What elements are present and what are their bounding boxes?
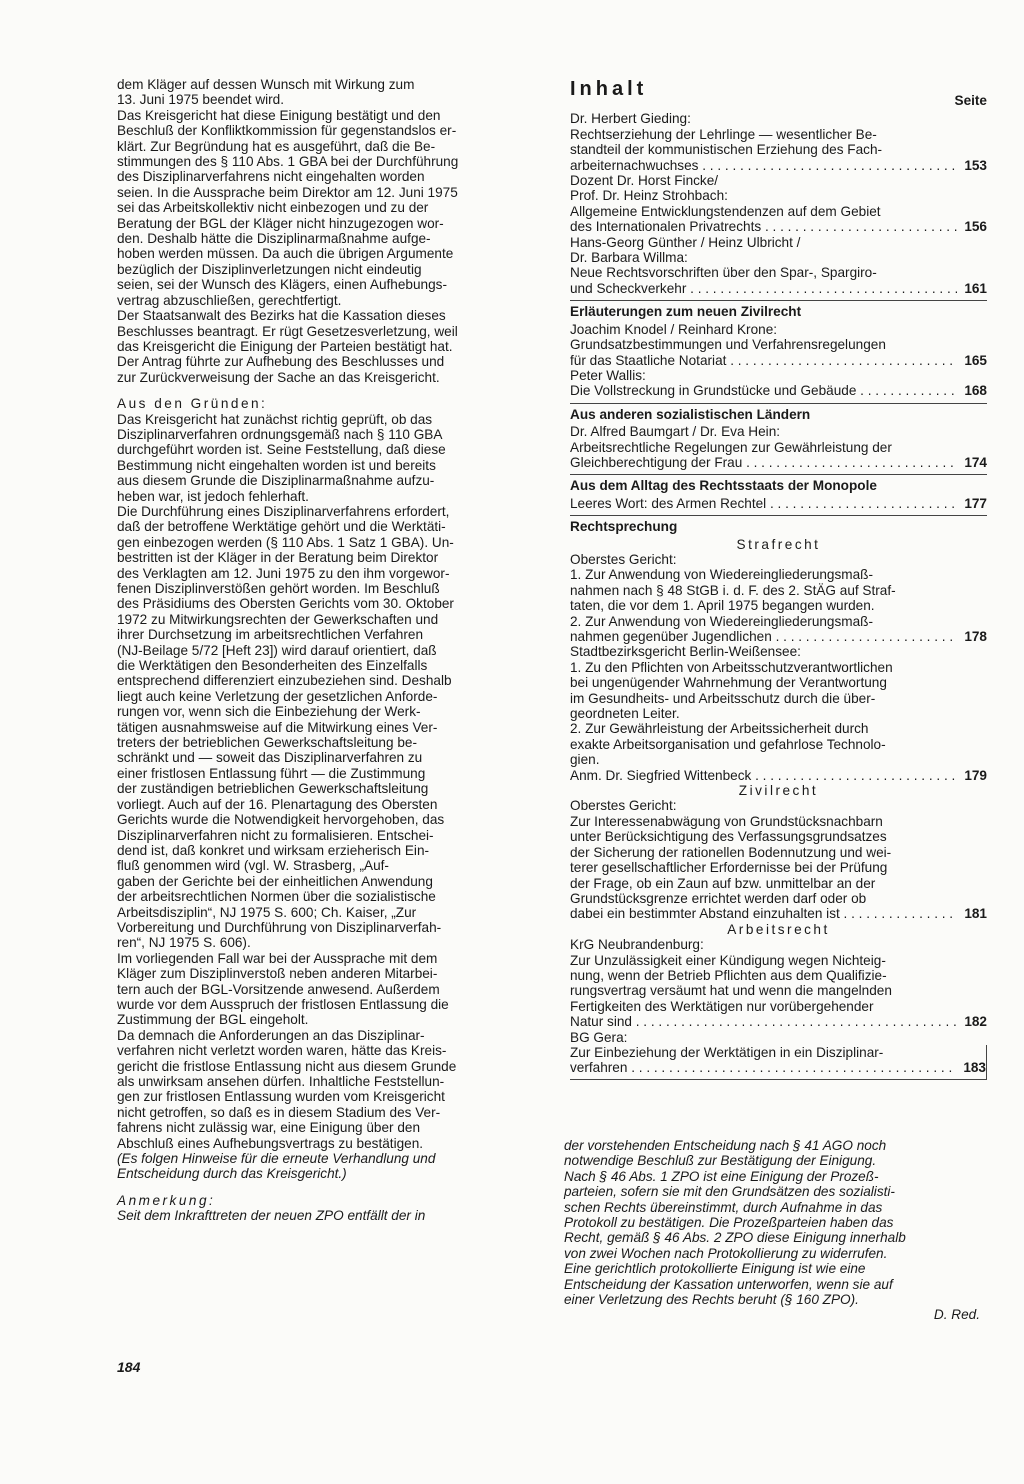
toc-entry[interactable] [570,953,987,1030]
toc-entry-line: Hans-Georg Günther / Heinz Ulbricht / [570,234,801,250]
toc-page-number: 156 [964,219,987,235]
toc-entry[interactable] [570,567,987,644]
toc-entry-line: der Sicherung der rationellen Bodennutzung und wei- [570,844,892,860]
toc-entry-text: arbeiternachwuchses . . . [570,158,957,173]
text-line: fluß genommen wird (vgl. W. Strasberg, „Auf- [117,858,389,874]
toc-entry-line: Zur Interessenabwägung von Grundstücksnachbarn [570,813,883,829]
toc-entry-text: nahmen gegenüber Jugendlichen . . . [570,629,957,644]
toc-entry[interactable] [570,660,987,783]
text-line: fenen Disziplinverstößen gehört worden. Im Beschluß [117,581,440,596]
toc-group-1 [570,111,987,296]
toc-entry-line: im Gesundheits- und Arbeitsschutz durch die über- [570,690,876,706]
text-line: entsprechend differenziert einzubeziehen sind. Deshalb [117,673,452,689]
toc-entry-text: und Scheckverkehr . . . [570,281,957,296]
paragraph-6 [117,951,544,1028]
toc-group-2 [570,322,987,399]
toc-page-number: 153 [964,157,987,173]
toc-entry-last-line [570,906,987,921]
toc-entry-line: 1. Zur Anwendung von Wiedereingliederungsmaß- [570,567,874,583]
text-line: gericht die fristlose Entlassung nicht aus diesem Grunde [117,1058,457,1074]
text-line: Vorbereitung und Durchführung von Disziplinarverfah- [117,919,442,935]
toc-entry-line: Arbeitsrechtliche Regelungen zur Gewährleistung der [570,439,892,455]
toc-entry-line: 2. Zur Gewährleistung der Arbeitssicherheit durch [570,721,869,737]
text-line: Nach § 46 Abs. 1 ZPO ist eine Einigung der Prozeß- [564,1168,879,1184]
text-line: Das Kreisgericht hat zunächst richtig geprüft, ob das [117,411,433,427]
gruende-heading: Aus den Gründen: [117,396,268,412]
toc-entry-line: Dr. Herbert Gieding: [570,111,691,127]
toc-entry-text: Die Vollstreckung in Grundstücke und Gebäude . . . [570,383,957,398]
seite-label: Seite [954,93,987,108]
toc-entry-line: Rechtserziehung der Lehrlinge — wesentlicher Be- [570,126,877,142]
toc-page-number: 165 [964,352,987,368]
toc-entry-line: taten, die vor dem 1. April 1975 begangen wurden. [570,598,875,614]
toc-group-4 [570,496,987,511]
subhead-zivilrecht: Zivilrecht [738,783,819,799]
text-line: Disziplinarverfahren nicht zu formalisieren. Entschei- [117,827,434,843]
text-line: Kläger zum Disziplinverstoß neben anderen Mitarbei- [117,966,438,982]
court-label: KrG Neubrandenburg: [570,937,704,953]
text-line: bezüglich der Disziplinverletzungen nicht eindeutig [117,261,422,277]
text-line: (Es folgen Hinweise für die erneute Verhandlung und [117,1151,436,1167]
toc-page-number: 183 [963,1060,986,1076]
toc-title: Inhalt [570,78,648,100]
text-line: Abschluß eines Aufhebungsvertrags zu bestätigen. [117,1135,424,1151]
toc-entry[interactable] [570,814,987,922]
court-label: BG Gera: [570,1029,628,1045]
text-line: einer Verletzung des Rechts beruht (§ 160 ZPO). [564,1292,859,1308]
text-line: vertrag abzuschließen, gerechtfertigt. [117,292,342,308]
toc-entry-line: Allgemeine Entwicklungstendenzen auf dem Gebiet [570,203,881,219]
text-line: einer fristlosen Entlassung führt — die Zustimmung [117,765,426,781]
text-line: Gerichts wurde die Notwendigkeit hervorgehoben, das [117,812,445,828]
toc-entry-line: Peter Wallis: [570,367,646,383]
toc-entry[interactable] [570,111,987,173]
toc-entry-line: exakte Arbeitsorganisation und gefahrlose Technolo- [570,736,886,752]
toc-entry-line: unter Berücksichtigung des Verfassungsgrundsatzes [570,829,887,845]
toc-page-number: 182 [964,1014,987,1030]
text-line: aus diesem Grunde die Disziplinarmaßnahme aufzu- [117,473,435,489]
court-label: Oberstes Gericht: [570,551,677,567]
toc-page-number: 161 [964,280,987,296]
text-line: treters der betrieblichen Gewerkschaftsleitung be- [117,735,417,751]
text-line: sei das Arbeitskollektiv nicht einbezogen und zu der [117,200,429,216]
toc-entry-line: nung, wenn der Betrieb Pflichten aus dem Qualifizie- [570,967,887,983]
text-line: Zustimmung der BGL eingeholt. [117,1012,309,1028]
toc-entry-text: Leeres Wort: des Armen Rechtel . . . [570,496,957,511]
toc-entry-line: Joachim Knodel / Reinhard Krone: [570,321,778,337]
section-sozialistisch: Aus anderen sozialistischen Ländern [570,403,987,422]
text-line: der arbeitsrechtlichen Normen über die sozialistische [117,889,436,905]
text-line: das Kreisgericht die Einigung der Parteien bestätigt hat. [117,338,453,354]
text-line: gaben der Gerichte bei der einheitlichen Anwendung [117,873,433,889]
toc-page-number: 177 [964,495,987,511]
text-line: vorliegt. Auch auf der 16. Plenartagung des Obersten [117,796,438,812]
court-label: Oberstes Gericht: [570,798,677,814]
toc-entry-last-line [570,281,987,296]
paragraph-8 [117,1151,544,1182]
toc-entry-line: Zur Unzulässigkeit einer Kündigung wegen Nichteig- [570,952,886,968]
toc-entry-line: Grundsatzbestimmungen und Verfahrensregelungen [570,337,886,353]
toc-page-number: 178 [964,629,987,644]
toc-entry-last-line [570,353,987,368]
toc-entry[interactable] [570,424,987,470]
text-line: des Disziplinarverfahrens nicht eingehalten worden [117,169,425,185]
text-line: Im vorliegenden Fall war bei der Aussprache mit dem [117,950,438,966]
section-monopole: Aus dem Alltag des Rechtsstaats der Monopole [570,474,987,493]
toc-entry[interactable] [570,173,987,235]
toc-entry-text: dabei ein bestimmter Abstand einzuhalten ist . . . [570,906,957,921]
text-line: dem Kläger auf dessen Wunsch mit Wirkung zum [117,77,415,92]
toc-entry-text: Gleichberechtigung der Frau . . . [570,455,957,470]
toc-entry-line: der Frage, ob ein Zaun auf bzw. unmittelbar an der [570,875,876,891]
anmerkung-heading: Anmerkung: [117,1192,216,1208]
text-line: Seit dem Inkrafttreten der neuen ZPO entfällt der in [117,1208,426,1224]
text-line: hoben werden müssen. Da auch die übrigen Argumente [117,246,454,262]
toc-page-number: 179 [964,767,987,783]
text-line: Protokoll zu bestätigen. Die Prozeßparteien haben das [564,1215,894,1231]
toc-page-number: 168 [964,383,987,399]
toc-entry-line: 1. Zu den Pflichten von Arbeitsschutzverantwortlichen [570,659,893,675]
text-line: Der Staatsanwalt des Bezirks hat die Kassation dieses [117,308,446,324]
left-column [117,77,544,1224]
text-line: daß der betroffene Werktätige gehört und die Werktäti- [117,519,446,535]
paragraph-9 [117,1208,544,1223]
page-number: 184 [117,1359,141,1375]
text-line: gen einbezogen werden (§ 110 Abs. 1 Satz 1 GBA). Un- [117,534,454,550]
text-line: zur Zurückverweisung der Sache an das Kreisgericht. [117,369,440,385]
text-line: Die Durchführung eines Disziplinarverfahrens erfordert, [117,503,450,519]
toc-entry-last-line [570,1014,987,1029]
text-line: Beratung der BGL der Kläger nicht hinzugezogen wor- [117,215,444,231]
text-line: ihrer Durchsetzung im arbeitsrechtlichen Verfahren [117,627,424,643]
toc-entry-line: nahmen nach § 48 StGB i. d. F. des 2. StÄG auf Straf- [570,582,896,598]
toc-entry-line: bei ungenügender Wahrnehmung der Verantwortung [570,675,887,691]
toc-entry-line: terer gesellschaftlicher Erfordernisse bei der Prüfung [570,860,888,876]
court-label: Stadtbezirksgericht Berlin-Weißensee: [570,644,801,660]
toc-entry-text: verfahren . . . [570,1060,956,1075]
text-line: parteien, sofern sie mit den Grundsätzen des sozialisti- [564,1184,895,1200]
text-line: klärt. Zur Begründung hat es ausgeführt, daß die Be- [117,138,436,154]
toc-entry-line: Fertigkeiten des Werktätigen nur vorübergehender [570,998,874,1014]
text-line: 1972 zu Mitwirkungsrechten der Gewerkschaften und [117,611,439,627]
text-line: Arbeitsdisziplin“, NJ 1975 S. 600; Ch. Kaiser, „Zur [117,904,417,920]
section-rechtsprechung: Rechtsprechung [570,515,987,534]
text-line: fahrens nicht zulässig war, eine Einigung über den [117,1120,421,1136]
text-line: Recht, gemäß § 46 Abs. 2 ZPO diese Einigung innerhalb [564,1230,906,1246]
toc-group-6 [570,660,987,783]
text-line: rungen vor, wenn sich die Einbeziehung der Werk- [117,704,421,720]
toc-entry-last-line [570,1060,986,1075]
table-of-contents [570,77,987,1080]
text-line: ren“, NJ 1975 S. 606). [117,935,251,951]
text-line: 13. Juni 1975 beendet wird. [117,92,285,108]
toc-group-8 [570,953,987,1030]
text-line: Bestimmung nicht eingehalten worden ist und bereits [117,457,436,473]
text-line: verfahren nicht verletzt worden waren, hätte das Kreis- [117,1043,447,1059]
text-line: Disziplinarverfahren ordnungsgemäß nach § 110 GBA [117,426,443,442]
text-line: Der Antrag führte zur Aufhebung des Beschlusses und [117,354,445,370]
section-zivilrecht: Erläuterungen zum neuen Zivilrecht [570,300,987,319]
text-line: schen Rechts übereinstimmt, durch Aufnahme in das [564,1199,883,1215]
paragraph-2 [117,108,544,308]
text-line: Beschlusses beantragt. Er rügt Gesetzesverletzung, weil [117,323,458,339]
text-line: der vorstehenden Entscheidung nach § 41 AGO noch [564,1138,887,1153]
toc-group-5 [570,567,987,644]
text-line: als unwirksam ansehen dürfen. Inhaltliche Feststellun- [117,1074,445,1089]
toc-entry-last-line [570,629,987,644]
toc-page-number: 181 [964,906,987,922]
subhead-arbeitsrecht: Arbeitsrecht [727,921,830,937]
text-line: Das Kreisgericht hat diese Einigung bestätigt und den [117,107,441,123]
text-line: Beschluß der Konfliktkommission für gegenstandslos er- [117,123,457,139]
text-line: nicht getroffen, so daß es in diesem Stadium des Ver- [117,1104,441,1120]
text-line: Entscheidung durch das Kreisgericht.) [117,1166,347,1182]
toc-entry-last-line [570,496,987,511]
toc-entry[interactable] [570,235,987,297]
toc-entry-line: Dozent Dr. Horst Fincke/ [570,173,719,189]
text-line: durchgeführt worden ist. Seine Feststellung, daß diese [117,442,446,458]
toc-group-9 [570,1045,987,1080]
text-line: dend ist, daß konkret und wirksam erzieherisch Ein- [117,842,430,858]
text-line: schränkt und — soweit das Disziplinarverfahren zu [117,750,423,766]
toc-entry-line: Grundstücksgrenze errichtet werden darf oder ob [570,890,867,906]
text-line: (NJ-Beilage 5/72 [Heft 23]) wird darauf orientiert, daß [117,642,437,658]
toc-entry-last-line [570,383,987,398]
text-line: bestritten ist der Kläger in der Beratung beim Direktor [117,550,439,566]
text-line: des Präsidiums des Obersten Gerichts vom 30. Oktober [117,596,454,612]
toc-entry-line: Prof. Dr. Heinz Strohbach: [570,188,728,204]
subhead-strafrecht: Strafrecht [736,536,821,552]
toc-group-3 [570,424,987,470]
toc-entry-text: Natur sind . . . [570,1014,957,1029]
toc-entry[interactable] [570,1045,986,1076]
text-line: stimmungen des § 110 Abs. 1 GBA bei der Durchführung [117,154,459,170]
toc-entry-last-line [570,768,987,783]
text-line: liegt auch keine Verletzung der gesetzlichen Anforde- [117,688,438,704]
toc-entry-last-line [570,158,987,173]
toc-entry-line: 2. Zur Anwendung von Wiedereingliederungsmaß- [570,613,874,629]
toc-group-7 [570,814,987,922]
toc-entry-line: Dr. Barbara Willma: [570,250,688,266]
toc-entry-text: Anm. Dr. Siegfried Wittenbeck . . . [570,768,957,783]
toc-entry-line: Neue Rechtsvorschriften über den Spar-, Spargiro- [570,265,877,281]
continuation-text [564,1138,980,1307]
text-line: tern auch der BGL-Vorsitzende anwesend. Außerdem [117,981,440,997]
text-line: des Verklagten am 12. Juni 1975 zu den ihm vorgewor- [117,565,450,581]
toc-entry[interactable] [570,496,987,511]
text-line: heben war, ist jedoch fehlerhaft. [117,488,309,504]
toc-page-number: 174 [964,454,987,470]
paragraph-7 [117,1028,544,1151]
paragraph-4 [117,412,544,504]
text-line: tätigen ausnahmsweise auf die Mitwirkung eines Ver- [117,719,438,735]
toc-entry-line: Dr. Alfred Baumgart / Dr. Eva Hein: [570,424,781,440]
text-line: gen zur fristlosen Entlassung wurden vom Kreisgericht [117,1089,445,1105]
anmerkung-continuation [564,1138,980,1323]
text-line: den. Deshalb hätte die Disziplinarmaßnahme aufge- [117,231,431,247]
text-line: Da demnach die Anforderungen an das Disziplinar- [117,1027,425,1043]
text-line: wurde vor dem Ausspruch der fristlosen Entlassung die [117,996,449,1012]
toc-entry-last-line [570,455,987,470]
paragraph-5 [117,504,544,951]
text-line: Entscheidung der Kassation unterworfen, wenn sie auf [564,1276,893,1292]
toc-entry-line: standteil der kommunistischen Erziehung des Fach- [570,142,883,158]
text-line: seien, sei der Wunsch des Klägers, einen Aufhebungs- [117,277,447,293]
text-line: die Werktätigen den Besonderheiten des Einzelfalls [117,658,428,674]
text-line: Eine gerichtlich protokollierte Einigung ist wie eine [564,1261,866,1277]
text-line: notwendige Beschluß zur Bestätigung der Einigung. [564,1153,877,1169]
paragraph-3 [117,308,544,385]
toc-entry-text: für das Staatliche Notariat . . . [570,353,957,368]
toc-entry-text: des Internationalen Privatrechts . . . [570,219,957,234]
toc-entry[interactable] [570,368,987,399]
editor-signature: D. Red. [933,1307,980,1323]
text-line: von zwei Wochen nach Protokollierung zu widerrufen. [564,1245,888,1261]
text-line: seien. In die Aussprache beim Direktor am 12. Juni 1975 [117,184,458,200]
toc-entry-line: rungsvertrag versäumt hat und wenn die mangelnden [570,983,892,999]
toc-entry[interactable] [570,322,987,368]
toc-entry-line: gien. [570,752,600,768]
text-line: der zuständigen betrieblichen Gewerkschaftsleitung [117,781,429,797]
toc-entry-last-line [570,219,987,234]
paragraph-1 [117,77,544,108]
toc-entry-line: geordneten Leiter. [570,706,680,722]
toc-entry-line: Zur Einbeziehung der Werktätigen in ein Disziplinar- [570,1044,884,1060]
